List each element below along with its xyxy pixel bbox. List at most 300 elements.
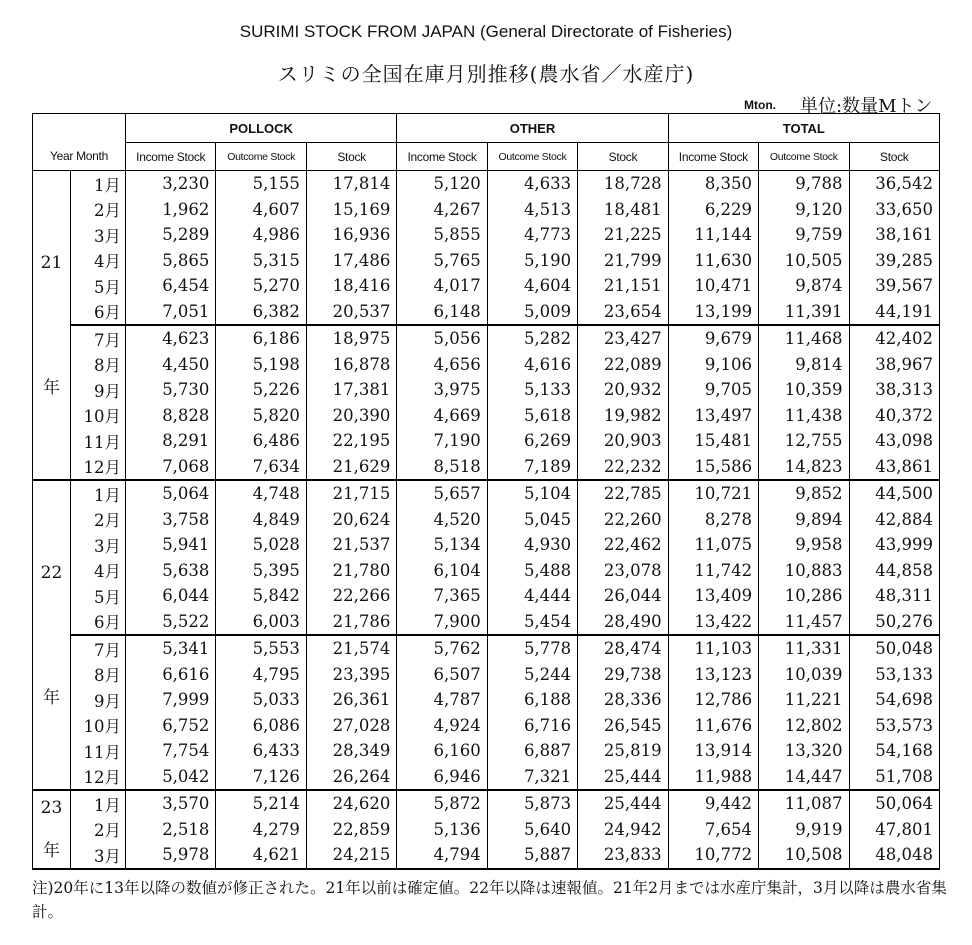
table-row xyxy=(33,738,940,764)
value-cell: 7,190 xyxy=(397,428,487,454)
value-cell: 4,520 xyxy=(397,507,487,533)
value-cell: 7,754 xyxy=(126,738,216,764)
value-cell: 6,752 xyxy=(126,713,216,739)
value-cell: 25,444 xyxy=(578,764,668,791)
value-cell: 4,924 xyxy=(397,713,487,739)
value-cell: 5,638 xyxy=(126,558,216,584)
value-cell: 8,828 xyxy=(126,403,216,429)
value-cell: 8,291 xyxy=(126,428,216,454)
value-cell: 6,186 xyxy=(216,325,306,352)
value-cell: 22,859 xyxy=(306,817,396,843)
value-cell: 4,794 xyxy=(397,842,487,869)
value-cell: 11,742 xyxy=(668,558,758,584)
value-cell: 4,669 xyxy=(397,403,487,429)
value-cell: 6,486 xyxy=(216,428,306,454)
value-cell: 51,708 xyxy=(849,764,940,791)
value-cell: 5,190 xyxy=(487,248,577,274)
month-cell: 5月 xyxy=(71,583,126,609)
corner-cell xyxy=(33,114,126,143)
year-number: 23 xyxy=(40,797,63,818)
column-header: Outcome Stock xyxy=(759,143,849,171)
value-cell: 13,320 xyxy=(759,738,849,764)
value-cell: 7,365 xyxy=(397,583,487,609)
table-row xyxy=(33,403,940,429)
value-cell: 7,126 xyxy=(216,764,306,791)
value-cell: 6,086 xyxy=(216,713,306,739)
value-cell: 7,900 xyxy=(397,609,487,636)
month-cell: 3月 xyxy=(71,222,126,248)
value-cell: 16,936 xyxy=(306,222,396,248)
value-cell: 50,064 xyxy=(849,790,940,817)
value-cell: 28,336 xyxy=(578,687,668,713)
value-cell: 5,226 xyxy=(216,377,306,403)
month-cell: 2月 xyxy=(71,507,126,533)
value-cell: 5,134 xyxy=(397,532,487,558)
value-cell: 10,505 xyxy=(759,248,849,274)
value-cell: 38,313 xyxy=(849,377,940,403)
value-cell: 8,278 xyxy=(668,507,758,533)
value-cell: 10,286 xyxy=(759,583,849,609)
value-cell: 4,621 xyxy=(216,842,306,869)
value-cell: 3,230 xyxy=(126,171,216,197)
value-cell: 20,932 xyxy=(578,377,668,403)
year-month-header: Year Month xyxy=(33,143,126,171)
month-cell: 6月 xyxy=(71,299,126,326)
value-cell: 5,033 xyxy=(216,687,306,713)
value-cell: 5,244 xyxy=(487,662,577,688)
value-cell: 21,715 xyxy=(306,480,396,507)
value-cell: 25,819 xyxy=(578,738,668,764)
value-cell: 5,842 xyxy=(216,583,306,609)
group-header-total: TOTAL xyxy=(668,114,939,143)
value-cell: 6,433 xyxy=(216,738,306,764)
month-cell: 8月 xyxy=(71,662,126,688)
value-cell: 7,999 xyxy=(126,687,216,713)
value-cell: 21,629 xyxy=(306,454,396,481)
value-cell: 11,331 xyxy=(759,635,849,662)
value-cell: 11,457 xyxy=(759,609,849,636)
value-cell: 9,919 xyxy=(759,817,849,843)
value-cell: 9,442 xyxy=(668,790,758,817)
column-header: Stock xyxy=(306,143,396,171)
value-cell: 5,865 xyxy=(126,248,216,274)
table-row xyxy=(33,352,940,378)
unit-label: 単位:数量Mトン xyxy=(800,96,933,117)
year-suffix: 年 xyxy=(43,377,60,398)
value-cell: 26,545 xyxy=(578,713,668,739)
value-cell: 9,874 xyxy=(759,273,849,299)
table-row xyxy=(33,687,940,713)
value-cell: 21,799 xyxy=(578,248,668,274)
year-cell xyxy=(33,790,71,869)
value-cell: 23,833 xyxy=(578,842,668,869)
value-cell: 11,988 xyxy=(668,764,758,791)
unit-abbreviation: Mton. xyxy=(744,98,776,112)
value-cell: 22,232 xyxy=(578,454,668,481)
value-cell: 33,650 xyxy=(849,197,940,223)
month-cell: 3月 xyxy=(71,842,126,869)
year-suffix: 年 xyxy=(43,687,60,708)
table-row xyxy=(33,454,940,481)
value-cell: 26,044 xyxy=(578,583,668,609)
value-cell: 38,161 xyxy=(849,222,940,248)
value-cell: 22,462 xyxy=(578,532,668,558)
value-cell: 53,133 xyxy=(849,662,940,688)
value-cell: 18,481 xyxy=(578,197,668,223)
value-cell: 20,624 xyxy=(306,507,396,533)
value-cell: 5,045 xyxy=(487,507,577,533)
value-cell: 5,341 xyxy=(126,635,216,662)
month-cell: 4月 xyxy=(71,248,126,274)
group-header-pollock: POLLOCK xyxy=(126,114,397,143)
value-cell: 23,078 xyxy=(578,558,668,584)
value-cell: 1,962 xyxy=(126,197,216,223)
column-header: Stock xyxy=(849,143,940,171)
value-cell: 5,978 xyxy=(126,842,216,869)
value-cell: 5,009 xyxy=(487,299,577,326)
value-cell: 18,416 xyxy=(306,273,396,299)
value-cell: 44,191 xyxy=(849,299,940,326)
value-cell: 4,267 xyxy=(397,197,487,223)
value-cell: 5,730 xyxy=(126,377,216,403)
month-cell: 9月 xyxy=(71,687,126,713)
footnote: 注)20年に13年以降の数値が修正された。21年以前は確定値。22年以降は速報値。21年2月までは水産庁集計，3月以降は農水省集計。 xyxy=(32,879,947,921)
value-cell: 5,488 xyxy=(487,558,577,584)
value-cell: 5,120 xyxy=(397,171,487,197)
value-cell: 15,481 xyxy=(668,428,758,454)
value-cell: 44,500 xyxy=(849,480,940,507)
value-cell: 5,941 xyxy=(126,532,216,558)
table-row xyxy=(33,635,940,662)
value-cell: 11,630 xyxy=(668,248,758,274)
value-cell: 5,155 xyxy=(216,171,306,197)
month-cell: 12月 xyxy=(71,764,126,791)
value-cell: 7,321 xyxy=(487,764,577,791)
value-cell: 6,229 xyxy=(668,197,758,223)
value-cell: 11,438 xyxy=(759,403,849,429)
value-cell: 28,349 xyxy=(306,738,396,764)
value-cell: 13,497 xyxy=(668,403,758,429)
value-cell: 4,795 xyxy=(216,662,306,688)
value-cell: 10,721 xyxy=(668,480,758,507)
table-row xyxy=(33,662,940,688)
month-cell: 11月 xyxy=(71,738,126,764)
value-cell: 17,486 xyxy=(306,248,396,274)
month-cell: 3月 xyxy=(71,532,126,558)
value-cell: 48,311 xyxy=(849,583,940,609)
value-cell: 25,444 xyxy=(578,790,668,817)
value-cell: 20,390 xyxy=(306,403,396,429)
value-cell: 2,518 xyxy=(126,817,216,843)
value-cell: 4,748 xyxy=(216,480,306,507)
value-cell: 9,705 xyxy=(668,377,758,403)
value-cell: 15,586 xyxy=(668,454,758,481)
year-suffix: 年 xyxy=(43,840,60,861)
value-cell: 9,852 xyxy=(759,480,849,507)
value-cell: 19,982 xyxy=(578,403,668,429)
value-cell: 13,409 xyxy=(668,583,758,609)
value-cell: 6,507 xyxy=(397,662,487,688)
value-cell: 13,199 xyxy=(668,299,758,326)
value-cell: 4,633 xyxy=(487,171,577,197)
value-cell: 28,490 xyxy=(578,609,668,636)
table-row xyxy=(33,609,940,636)
value-cell: 22,266 xyxy=(306,583,396,609)
value-cell: 16,878 xyxy=(306,352,396,378)
value-cell: 38,967 xyxy=(849,352,940,378)
value-cell: 12,755 xyxy=(759,428,849,454)
value-cell: 21,574 xyxy=(306,635,396,662)
value-cell: 22,785 xyxy=(578,480,668,507)
value-cell: 5,315 xyxy=(216,248,306,274)
month-cell: 7月 xyxy=(71,635,126,662)
month-cell: 8月 xyxy=(71,352,126,378)
value-cell: 21,786 xyxy=(306,609,396,636)
value-cell: 21,225 xyxy=(578,222,668,248)
value-cell: 5,028 xyxy=(216,532,306,558)
value-cell: 23,395 xyxy=(306,662,396,688)
value-cell: 10,039 xyxy=(759,662,849,688)
value-cell: 12,802 xyxy=(759,713,849,739)
value-cell: 43,098 xyxy=(849,428,940,454)
value-cell: 7,068 xyxy=(126,454,216,481)
value-cell: 4,623 xyxy=(126,325,216,352)
table-row xyxy=(33,222,940,248)
table-body xyxy=(33,171,940,869)
table-row xyxy=(33,273,940,299)
value-cell: 6,044 xyxy=(126,583,216,609)
column-header: Outcome Stock xyxy=(216,143,306,171)
value-cell: 6,148 xyxy=(397,299,487,326)
value-cell: 5,104 xyxy=(487,480,577,507)
value-cell: 5,214 xyxy=(216,790,306,817)
value-cell: 6,269 xyxy=(487,428,577,454)
table-row xyxy=(33,790,940,817)
value-cell: 5,395 xyxy=(216,558,306,584)
value-cell: 20,903 xyxy=(578,428,668,454)
value-cell: 26,361 xyxy=(306,687,396,713)
month-cell: 5月 xyxy=(71,273,126,299)
value-cell: 43,861 xyxy=(849,454,940,481)
value-cell: 9,814 xyxy=(759,352,849,378)
month-cell: 2月 xyxy=(71,817,126,843)
value-cell: 10,471 xyxy=(668,273,758,299)
value-cell: 10,359 xyxy=(759,377,849,403)
month-cell: 10月 xyxy=(71,713,126,739)
value-cell: 36,542 xyxy=(849,171,940,197)
value-cell: 39,567 xyxy=(849,273,940,299)
value-cell: 4,773 xyxy=(487,222,577,248)
value-cell: 5,064 xyxy=(126,480,216,507)
column-header: Income Stock xyxy=(668,143,758,171)
table-row xyxy=(33,713,940,739)
value-cell: 5,762 xyxy=(397,635,487,662)
value-cell: 10,508 xyxy=(759,842,849,869)
column-header: Income Stock xyxy=(126,143,216,171)
value-cell: 9,120 xyxy=(759,197,849,223)
month-cell: 12月 xyxy=(71,454,126,481)
value-cell: 7,654 xyxy=(668,817,758,843)
value-cell: 21,780 xyxy=(306,558,396,584)
table-row xyxy=(33,171,940,197)
value-cell: 4,450 xyxy=(126,352,216,378)
value-cell: 27,028 xyxy=(306,713,396,739)
value-cell: 8,518 xyxy=(397,454,487,481)
value-cell: 29,738 xyxy=(578,662,668,688)
value-cell: 4,604 xyxy=(487,273,577,299)
group-header-other: OTHER xyxy=(397,114,668,143)
value-cell: 44,858 xyxy=(849,558,940,584)
value-cell: 18,728 xyxy=(578,171,668,197)
value-cell: 5,657 xyxy=(397,480,487,507)
value-cell: 17,381 xyxy=(306,377,396,403)
value-cell: 39,285 xyxy=(849,248,940,274)
value-cell: 5,872 xyxy=(397,790,487,817)
value-cell: 6,003 xyxy=(216,609,306,636)
value-cell: 26,264 xyxy=(306,764,396,791)
month-cell: 1月 xyxy=(71,171,126,197)
month-cell: 11月 xyxy=(71,428,126,454)
value-cell: 4,444 xyxy=(487,583,577,609)
value-cell: 42,884 xyxy=(849,507,940,533)
value-cell: 11,144 xyxy=(668,222,758,248)
value-cell: 6,382 xyxy=(216,299,306,326)
value-cell: 5,270 xyxy=(216,273,306,299)
value-cell: 5,873 xyxy=(487,790,577,817)
value-cell: 5,198 xyxy=(216,352,306,378)
column-header: Outcome Stock xyxy=(487,143,577,171)
value-cell: 23,654 xyxy=(578,299,668,326)
value-cell: 50,276 xyxy=(849,609,940,636)
value-cell: 5,282 xyxy=(487,325,577,352)
surimi-stock-table xyxy=(32,113,940,870)
value-cell: 8,350 xyxy=(668,171,758,197)
value-cell: 3,758 xyxy=(126,507,216,533)
value-cell: 6,104 xyxy=(397,558,487,584)
value-cell: 47,801 xyxy=(849,817,940,843)
month-cell: 1月 xyxy=(71,480,126,507)
value-cell: 40,372 xyxy=(849,403,940,429)
value-cell: 4,513 xyxy=(487,197,577,223)
value-cell: 22,195 xyxy=(306,428,396,454)
table-row xyxy=(33,507,940,533)
value-cell: 5,042 xyxy=(126,764,216,791)
value-cell: 14,823 xyxy=(759,454,849,481)
value-cell: 11,221 xyxy=(759,687,849,713)
value-cell: 11,103 xyxy=(668,635,758,662)
value-cell: 5,820 xyxy=(216,403,306,429)
value-cell: 18,975 xyxy=(306,325,396,352)
value-cell: 6,887 xyxy=(487,738,577,764)
table-row xyxy=(33,299,940,326)
value-cell: 7,051 xyxy=(126,299,216,326)
title-english: SURIMI STOCK FROM JAPAN (General Directorate of Fisheries) xyxy=(239,22,733,41)
value-cell: 5,618 xyxy=(487,403,577,429)
value-cell: 5,289 xyxy=(126,222,216,248)
value-cell: 5,855 xyxy=(397,222,487,248)
value-cell: 11,676 xyxy=(668,713,758,739)
value-cell: 4,607 xyxy=(216,197,306,223)
value-cell: 5,553 xyxy=(216,635,306,662)
value-cell: 3,570 xyxy=(126,790,216,817)
value-cell: 9,894 xyxy=(759,507,849,533)
value-cell: 23,427 xyxy=(578,325,668,352)
value-cell: 5,454 xyxy=(487,609,577,636)
year-cell xyxy=(33,171,71,481)
table-row xyxy=(33,558,940,584)
table-row xyxy=(33,583,940,609)
table-row xyxy=(33,248,940,274)
month-cell: 10月 xyxy=(71,403,126,429)
value-cell: 15,169 xyxy=(306,197,396,223)
value-cell: 5,778 xyxy=(487,635,577,662)
value-cell: 4,279 xyxy=(216,817,306,843)
value-cell: 24,215 xyxy=(306,842,396,869)
year-number: 21 xyxy=(40,252,63,273)
table-row xyxy=(33,532,940,558)
value-cell: 53,573 xyxy=(849,713,940,739)
value-cell: 21,537 xyxy=(306,532,396,558)
value-cell: 22,089 xyxy=(578,352,668,378)
value-cell: 4,656 xyxy=(397,352,487,378)
title-japanese: スリミの全国在庫月別推移(農水省／水産庁) xyxy=(277,62,695,86)
value-cell: 50,048 xyxy=(849,635,940,662)
value-cell: 17,814 xyxy=(306,171,396,197)
value-cell: 4,017 xyxy=(397,273,487,299)
column-header: Income Stock xyxy=(397,143,487,171)
value-cell: 5,522 xyxy=(126,609,216,636)
value-cell: 5,136 xyxy=(397,817,487,843)
value-cell: 9,958 xyxy=(759,532,849,558)
value-cell: 4,616 xyxy=(487,352,577,378)
month-cell: 4月 xyxy=(71,558,126,584)
value-cell: 5,887 xyxy=(487,842,577,869)
value-cell: 4,930 xyxy=(487,532,577,558)
value-cell: 7,634 xyxy=(216,454,306,481)
value-cell: 6,160 xyxy=(397,738,487,764)
value-cell: 11,087 xyxy=(759,790,849,817)
value-cell: 21,151 xyxy=(578,273,668,299)
table-row xyxy=(33,428,940,454)
value-cell: 24,942 xyxy=(578,817,668,843)
value-cell: 5,765 xyxy=(397,248,487,274)
value-cell: 10,772 xyxy=(668,842,758,869)
value-cell: 12,786 xyxy=(668,687,758,713)
value-cell: 11,391 xyxy=(759,299,849,326)
value-cell: 6,188 xyxy=(487,687,577,713)
value-cell: 54,168 xyxy=(849,738,940,764)
value-cell: 6,454 xyxy=(126,273,216,299)
month-cell: 2月 xyxy=(71,197,126,223)
value-cell: 13,123 xyxy=(668,662,758,688)
table-row xyxy=(33,817,940,843)
value-cell: 24,620 xyxy=(306,790,396,817)
table-row xyxy=(33,377,940,403)
month-cell: 6月 xyxy=(71,609,126,636)
value-cell: 11,075 xyxy=(668,532,758,558)
value-cell: 3,975 xyxy=(397,377,487,403)
value-cell: 5,133 xyxy=(487,377,577,403)
value-cell: 4,986 xyxy=(216,222,306,248)
value-cell: 9,679 xyxy=(668,325,758,352)
value-cell: 14,447 xyxy=(759,764,849,791)
value-cell: 6,946 xyxy=(397,764,487,791)
table-row xyxy=(33,325,940,352)
value-cell: 13,914 xyxy=(668,738,758,764)
value-cell: 43,999 xyxy=(849,532,940,558)
value-cell: 6,616 xyxy=(126,662,216,688)
month-cell: 9月 xyxy=(71,377,126,403)
